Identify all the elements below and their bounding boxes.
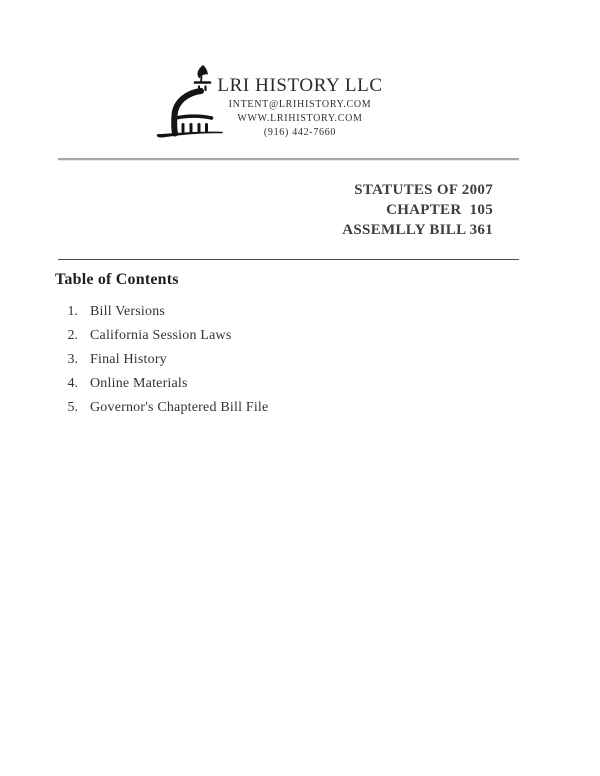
toc-item-label: Final History [90,352,167,367]
toc-list [56,300,268,420]
chapter-line: CHAPTER 105 [386,202,493,218]
bill-line: ASSEMLLY BILL 361 [342,222,493,238]
case-caption [342,180,493,240]
toc-item [56,396,268,420]
toc-item [56,348,268,372]
toc-item [56,372,268,396]
company-website: WWW.LRIHISTORY.COM [237,113,363,124]
company-email: INTENT@LRIHISTORY.COM [228,99,372,110]
toc-item [56,300,268,324]
toc-item-number: 5. [67,400,78,415]
divider-top [58,158,519,160]
company-name: LRI HISTORY LLC [217,75,383,96]
toc-item-number: 1. [67,304,78,319]
divider-bottom [58,259,519,260]
toc-item-label: Online Materials [90,376,188,391]
toc-item-label: Bill Versions [90,304,166,319]
toc-item-number: 4. [67,376,78,391]
company-phone: (916) 442-7660 [263,127,337,138]
toc-item [56,324,268,348]
toc-item-number: 3. [67,352,78,367]
toc-item-label: California Session Laws [90,328,232,343]
toc-item-label: Governor's Chaptered Bill File [90,400,269,415]
toc-item-number: 2. [67,328,78,343]
toc-title: Table of Contents [55,271,179,288]
statutes-line: STATUTES OF 2007 [354,182,493,198]
